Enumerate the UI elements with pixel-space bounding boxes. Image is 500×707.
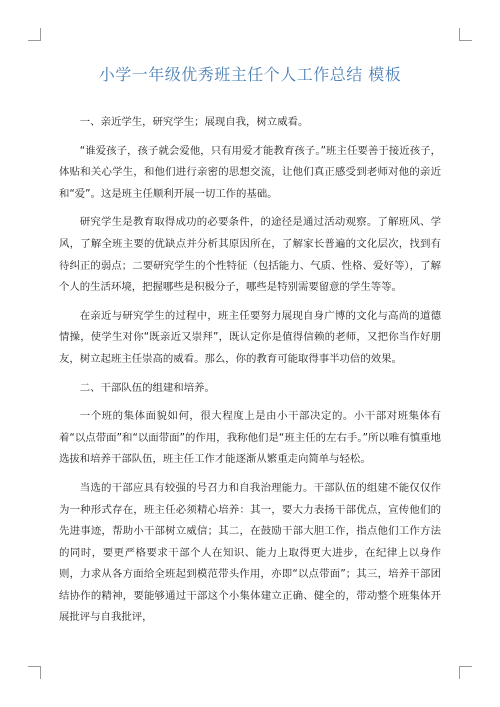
crop-mark-top-left <box>28 28 41 41</box>
body-paragraph: 当选的干部应具有较强的号召力和自我治理能力。干部队伍的组建不能仅仅作为一种形式存在，班主任必须精心培养：其一，要大力表扬干部优点，宣传他们的先进事迹，帮助小干部树立威信；其二，在鼓励干部大胆工作，指点他们工作方法的同时，要更严格要求干部个人在知识、能力上取得更大进步，在纪律上以身作则，力求从各方面给全班起到模范带头作用，亦即“以点带面”；其三，培养干部团结协作的精神，要能够通过干部这个小集体建立正确、健全的，带动整个班集体开展批评与自我批评， <box>59 481 441 624</box>
crop-mark-bottom-right <box>459 666 472 679</box>
document-body <box>59 112 441 636</box>
section-heading-1: 一、亲近学生，研究学生；展现自我，树立威看。 <box>79 116 309 128</box>
body-paragraph: 研究学生是教育取得成功的必要条件，的途径是通过活动观察。了解班风、学风，了解全班主要的优缺点并分析其原因所在，了解家长普遍的文化层次，找到有待纠正的弱点；二要研究学生的个性特征（包括能力、气质、性格、爱好等），了解个人的生活环境，把握哪些是积极分子，哪些是特别需要留意的学生等等。 <box>59 216 441 294</box>
section-heading-2: 二、干部队伍的组建和培养。 <box>79 381 215 394</box>
crop-mark-top-right <box>459 28 472 41</box>
body-paragraph: 在亲近与研究学生的过程中，班主任要努力展现自身广博的文化与高尚的道德情操，使学生对你“既亲近又崇拜”，既认定你是值得信赖的老师，又把你当作好朋友，树立起班主任崇高的威看。那么，你的教育可能取得事半功倍的效果。 <box>59 309 441 365</box>
document-title: 小学一年级优秀班主任个人工作总结 模板 <box>98 65 402 84</box>
body-paragraph: “谁爱孩子，孩子就会爱他，只有用爱才能教育孩子。”班主任要善于接近孩子，体贴和关心学生，和他们进行亲密的思想交流，让他们真正感受到老师对他的亲近和“爱”。这是班主任顺利开展一切工作的基础。 <box>59 144 441 200</box>
body-paragraph: 一个班的集体面貌如何，很大程度上是由小干部决定的。小干部对班集体有着“以点带面”和“以面带面”的作用，我称他们是“班主任的左右手。”所以唯有慎重地选拔和培养干部队伍，班主任工作才能逐渐从繁重走向简单与轻松。 <box>59 410 441 466</box>
crop-mark-bottom-left <box>28 666 41 679</box>
